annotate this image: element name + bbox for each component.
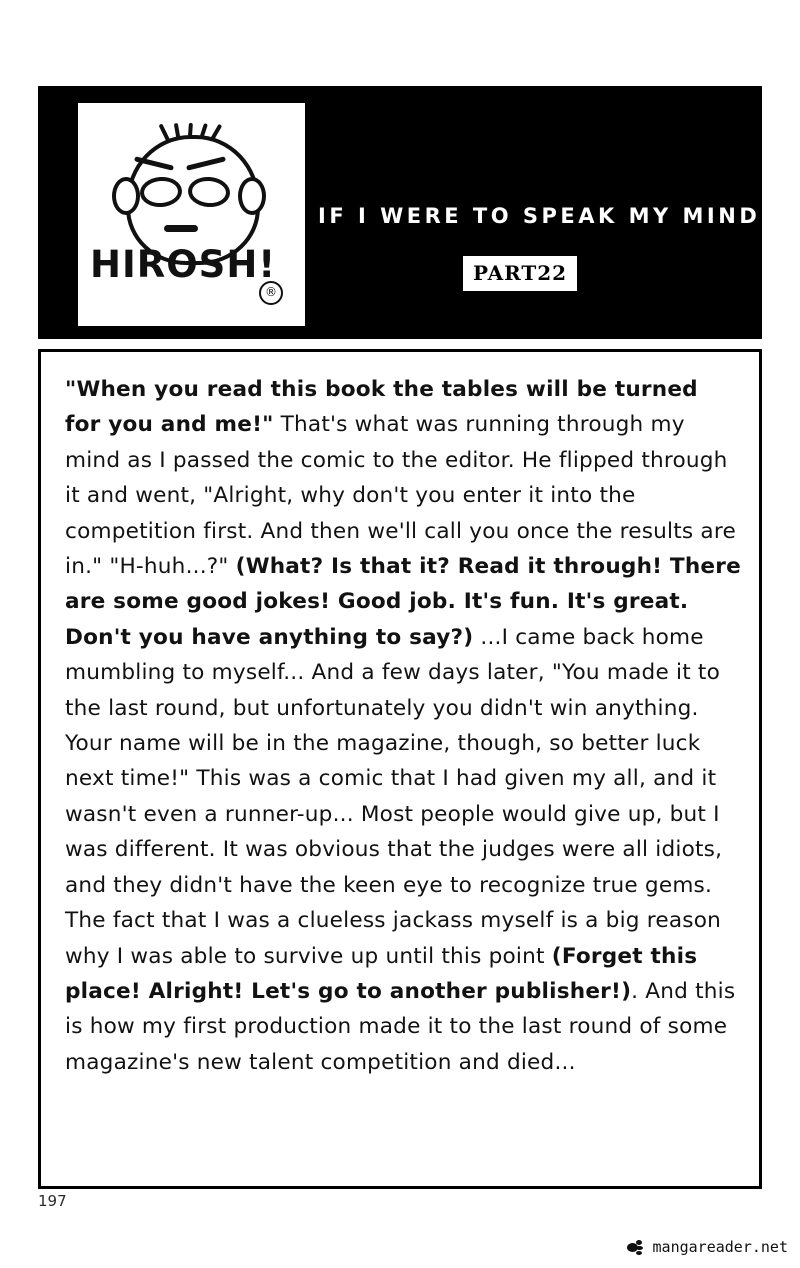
author-caricature-icon — [114, 121, 264, 257]
page-title: IF I WERE TO SPEAK MY MIND... — [318, 204, 795, 228]
watermark-logo-icon — [627, 1240, 649, 1255]
author-signature-box — [78, 103, 305, 326]
site-watermark — [627, 1238, 788, 1256]
essay-plain-segment-2: ...I came back home mumbling to myself... And a few days later, "You made it to the last round, but unfortunately you didn't win anything. Your name will be in the magazine, though, so better luck next time!" This was a comic that I had given my all, and it wasn't even a runner-up... Most people would give up, but I was different. It was obvious that the judges were all idiots, and they didn't have the keen eye to recognize true gems. The fact that I was a clueless jackass myself is a big reason why I was able to survive up until this point — [65, 624, 730, 969]
essay-bold-segment-1: "When you read this book the tables will be turned for you and me!" — [65, 377, 706, 438]
watermark-text: mangareader.net — [652, 1238, 788, 1256]
chapter-header-banner — [38, 86, 795, 339]
essay-plain-segment-3: . And this is how my first production made it to the last round of some magazine's new talent competition and died... — [65, 978, 743, 1075]
essay-paragraph — [65, 372, 749, 1080]
essay-bold-segment-3: (Forget this place! Alright! Let's go to another publisher!) — [65, 943, 705, 1004]
part-badge: PART22 — [463, 256, 577, 291]
registered-trademark-icon: ® — [259, 281, 283, 305]
essay-text-box — [38, 349, 762, 1189]
essay-bold-segment-2: (What? Is that it? Read it through! There are some good jokes! Good job. It's fun. It's great. Don't you have anything to say?) — [65, 554, 749, 650]
page-number: 197 — [38, 1192, 67, 1210]
essay-plain-segment-1: That's what was running through my mind as I passed the comic to the editor. He flipped through it and went, "Alright, why don't you enter it into the competition first. And then we'll call you once the results are in." "H-huh...?" — [65, 412, 744, 580]
author-signature-text: HIROSH! — [90, 243, 277, 286]
